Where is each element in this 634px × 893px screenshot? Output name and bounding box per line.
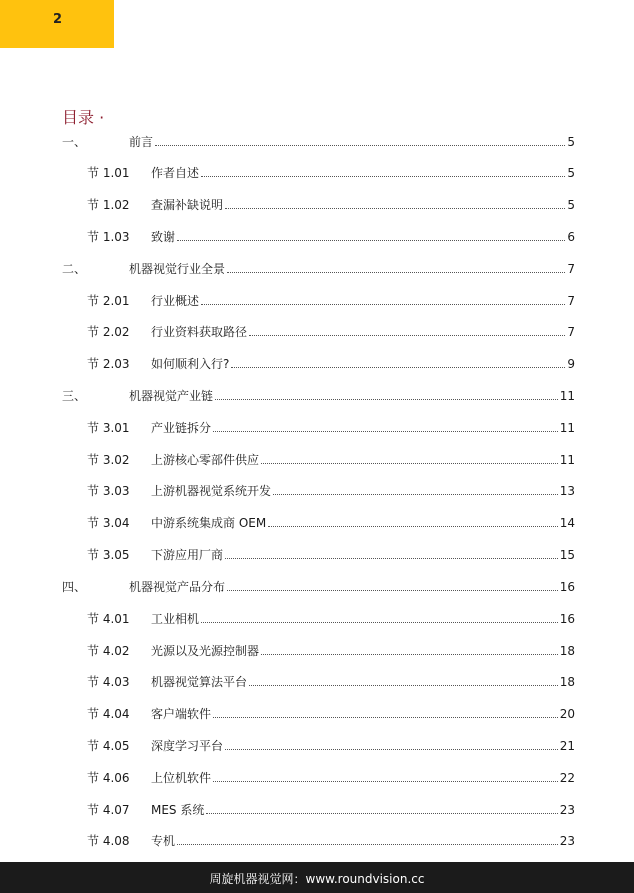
toc-entry-title: 工业相机 [151, 612, 200, 626]
toc-entry-page: 14 [559, 516, 575, 530]
toc-entry[interactable] [87, 830, 575, 848]
toc-entry-page: 18 [559, 675, 575, 689]
toc-entry[interactable] [87, 321, 575, 339]
dot-leader [206, 813, 557, 814]
toc-entry-title: 作者自述 [151, 166, 200, 180]
dot-leader [225, 749, 558, 750]
toc-entry[interactable] [87, 544, 575, 562]
dot-leader [177, 844, 558, 845]
toc-title: 目录 · [62, 108, 105, 127]
toc-entry-page: 11 [559, 421, 575, 435]
toc-entry[interactable] [62, 385, 575, 403]
toc-entry-number: 节 3.02 [87, 453, 130, 467]
toc-entry-page: 23 [559, 803, 575, 817]
toc-entry-title: 机器视觉产业链 [129, 389, 214, 403]
toc-entry[interactable] [87, 480, 575, 498]
toc-entry-title: 机器视觉产品分布 [129, 580, 226, 594]
dot-leader [225, 208, 565, 209]
toc-entry-page: 13 [559, 484, 575, 498]
dot-leader [215, 399, 558, 400]
toc-entry-title: 下游应用厂商 [151, 548, 224, 562]
toc-entry[interactable] [87, 449, 575, 467]
toc-entry-number: 节 1.01 [87, 166, 130, 180]
toc-entry-title: 机器视觉行业全景 [129, 262, 226, 276]
toc-entry-number: 节 4.08 [87, 834, 130, 848]
toc-entry-title: 上游机器视觉系统开发 [151, 484, 272, 498]
toc-entry[interactable] [87, 799, 575, 817]
toc-entry[interactable] [87, 735, 575, 753]
toc-entry-title: 如何顺利入行? [151, 357, 230, 371]
toc-entry-page: 18 [559, 644, 575, 658]
dot-leader [201, 622, 558, 623]
dot-leader [268, 526, 558, 527]
dot-leader [213, 431, 558, 432]
toc-entry[interactable] [62, 258, 575, 276]
toc-entry[interactable] [87, 194, 575, 212]
toc-entry-title: 查漏补缺说明 [151, 198, 224, 212]
toc-entry[interactable] [62, 131, 575, 149]
footer-bar [0, 862, 634, 893]
toc-entry-page: 6 [567, 230, 575, 244]
toc-entry-number: 节 1.02 [87, 198, 130, 212]
toc-entry-number: 节 3.04 [87, 516, 130, 530]
toc-entry-title: 深度学习平台 [151, 739, 224, 753]
toc-entry-title: 光源以及光源控制器 [151, 644, 260, 658]
toc-entry-number: 节 2.02 [87, 325, 130, 339]
toc-entry-page: 11 [559, 453, 575, 467]
toc-entry-number: 二、 [62, 262, 87, 276]
toc-entry-title: 产业链拆分 [151, 421, 212, 435]
dot-leader [155, 145, 565, 146]
dot-leader [213, 781, 558, 782]
dot-leader [213, 717, 558, 718]
toc-entry-page: 5 [567, 166, 575, 180]
toc-entry[interactable] [87, 417, 575, 435]
dot-leader [227, 272, 565, 273]
toc-entry-title: 专机 [151, 834, 176, 848]
toc-entry-page: 16 [559, 612, 575, 626]
toc-entry-number: 节 2.03 [87, 357, 130, 371]
toc-entry-number: 节 3.01 [87, 421, 130, 435]
toc-entry-title: 行业资料获取路径 [151, 325, 248, 339]
toc-entry[interactable] [87, 512, 575, 530]
dot-leader [227, 590, 558, 591]
toc-entry[interactable] [87, 703, 575, 721]
dot-leader [249, 685, 558, 686]
toc-entry-page: 7 [567, 262, 575, 276]
toc-entry-title: 中游系统集成商 OEM [151, 516, 267, 530]
toc-entry[interactable] [87, 226, 575, 244]
toc-entry-number: 节 4.04 [87, 707, 130, 721]
toc-entry-number: 节 4.07 [87, 803, 130, 817]
toc-entry-number: 节 3.05 [87, 548, 130, 562]
toc-entry-title: 前言 [129, 135, 154, 149]
toc-entry-number: 节 4.06 [87, 771, 130, 785]
toc-entry-number: 三、 [62, 389, 87, 403]
dot-leader [273, 494, 558, 495]
toc-entry-page: 9 [567, 357, 575, 371]
toc-entry-title: 上游核心零部件供应 [151, 453, 260, 467]
dot-leader [225, 558, 558, 559]
toc-entry-title: 上位机软件 [151, 771, 212, 785]
dot-leader [231, 367, 565, 368]
dot-leader [201, 176, 565, 177]
toc-entry-page: 21 [559, 739, 575, 753]
toc-entry-page: 5 [567, 135, 575, 149]
toc-entry[interactable] [87, 640, 575, 658]
toc-entry-page: 22 [559, 771, 575, 785]
toc-entry-number: 节 3.03 [87, 484, 130, 498]
toc-entry-number: 一、 [62, 135, 87, 149]
page-number: 2 [53, 12, 63, 27]
toc-entry-page: 7 [567, 325, 575, 339]
toc-entry-title: 致谢 [151, 230, 176, 244]
toc-entry-page: 16 [559, 580, 575, 594]
toc-entry-title: MES 系统 [151, 803, 205, 817]
toc-entry-number: 节 4.01 [87, 612, 130, 626]
toc-entry-number: 节 4.03 [87, 675, 130, 689]
toc-entry-page: 7 [567, 294, 575, 308]
toc-entry-number: 节 2.01 [87, 294, 130, 308]
toc-entry[interactable] [87, 608, 575, 626]
toc-entry[interactable] [87, 671, 575, 689]
dot-leader [201, 304, 565, 305]
dot-leader [249, 335, 565, 336]
toc-entry-number: 节 4.02 [87, 644, 130, 658]
toc-entry[interactable] [62, 576, 575, 594]
toc-entry-title: 行业概述 [151, 294, 200, 308]
toc-entry[interactable] [87, 353, 575, 371]
toc-entry-title: 机器视觉算法平台 [151, 675, 248, 689]
toc-entry-number: 节 4.05 [87, 739, 130, 753]
toc-entry-number: 四、 [62, 580, 87, 594]
toc-entry[interactable] [87, 162, 575, 180]
toc-entry-page: 5 [567, 198, 575, 212]
page-number-tab [0, 0, 114, 48]
toc-entry-page: 15 [559, 548, 575, 562]
toc-entry-page: 20 [559, 707, 575, 721]
toc-entry-title: 客户端软件 [151, 707, 212, 721]
toc-entry[interactable] [87, 290, 575, 308]
toc-entry-page: 23 [559, 834, 575, 848]
dot-leader [261, 654, 558, 655]
toc-entry-page: 11 [559, 389, 575, 403]
footer-text[interactable]: 周旋机器视觉网：www.roundvision.cc [209, 872, 425, 886]
dot-leader [177, 240, 565, 241]
toc-entry[interactable] [87, 767, 575, 785]
toc-entry-number: 节 1.03 [87, 230, 130, 244]
dot-leader [261, 463, 558, 464]
